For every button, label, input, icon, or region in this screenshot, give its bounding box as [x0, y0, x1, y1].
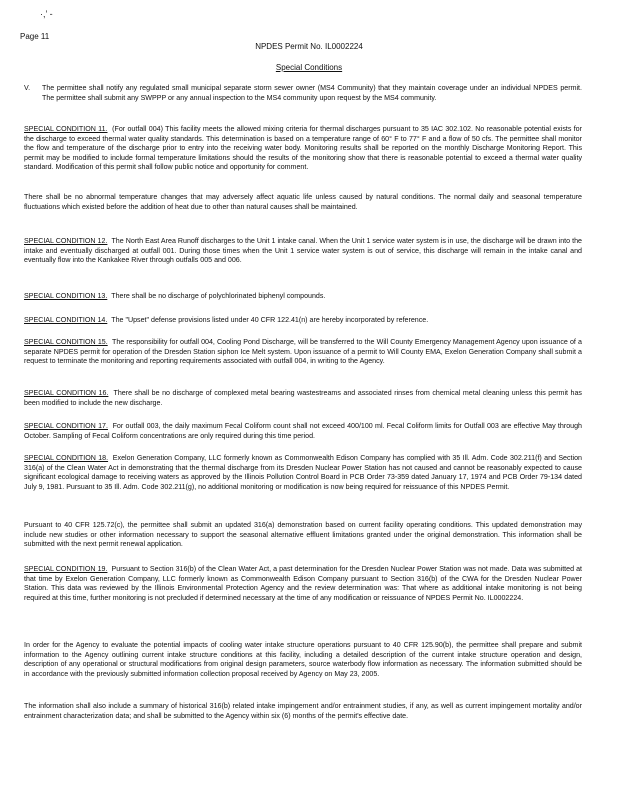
renewal-paragraph: [24, 521, 582, 550]
section-heading: Special Conditions: [275, 63, 343, 72]
condition-text: The responsibility for outfall 004, Cooling Pond Discharge, will be transferred to the Will County Emergency Management Agency upon issuance of a separate NPDES permit for operation of the Dresden Station siphon Ice Melt system. Upon issuance of a permit to Will County EMA, Exelon Generation Company shall submit a request to terminate the monitoring and reporting requirements associated with outfall 004, in writing to the Agency.: [24, 338, 582, 366]
condition-text: The North East Area Runoff discharges to the Unit 1 intake canal. When the Unit 1 service water system is in use, the discharge will be drawn into the intake and eventually discharged at outfall 001. During those times when the Unit 1 service water system is out of service, this discharge will remain in the intake canal and eventually flow into the Kankakee River through outfalls 005 and 006.: [24, 237, 582, 265]
special-condition-17: [24, 422, 582, 441]
item-number: V.: [24, 84, 31, 92]
condition-text: For outfall 003, the daily maximum Fecal Coliform count shall not exceed 400/100 ml. Fecal Coliform limits for Outfall 003 are effective May through October. Sampling of Fecal Coliform concentrations are only required during this time period.: [24, 422, 582, 440]
condition-label: SPECIAL CONDITION 16.: [24, 389, 109, 397]
summary-paragraph: [24, 702, 582, 721]
item-text: The permittee shall notify any regulated small municipal separate storm sewer owner (MS4 Community) that they maintain coverage under an individual NPDES permit. The permittee shall submit any SWPPP or any annual inspection to the MS4 community upon request by the MS4 community.: [42, 84, 582, 102]
condition-text: There shall be no discharge of polychlorinated biphenyl compounds.: [111, 292, 326, 300]
special-condition-18: [24, 454, 582, 492]
condition-text: There shall be no discharge of complexed metal bearing wastestreams and associated rinses from chemical metal cleaning unless this permit has been modified to include the new discharge.: [24, 389, 582, 407]
permit-title: NPDES Permit No. IL0002224: [255, 42, 363, 51]
condition-text: Pursuant to Section 316(b) of the Clean Water Act, a past determination for the Dresden Nuclear Power Station was not made. Data was submitted at that time by Exelon Generation Company, LLC formerly known as Commonwealth Edison Company pursuant to Section 316(b) of the CWA for the Dresden Nuclear Power Station. This data was reviewed by the Illinois Environmental Protection Agency and the review determination was: That where as additional intake monitoring is not being required at this time, further monitoring is not precluded if determined necessary at the time of any modification or reissuance of NPDES Permit No. IL0002224.: [24, 565, 582, 602]
scan-marks: ·,’ -: [40, 9, 53, 19]
condition-label: SPECIAL CONDITION 18.: [24, 454, 109, 462]
paragraph-text: Pursuant to 40 CFR 125.72(c), the permittee shall submit an updated 316(a) demonstration based on current facility operating conditions. This updated demonstration may include new studies or other information necessary to support the seasonal alternative effluent limitations granted under the original demonstration. This information shall be submitted with the next permit renewal application.: [24, 521, 582, 549]
special-condition-11: [24, 125, 582, 173]
special-condition-12: [24, 237, 582, 266]
special-condition-13: [24, 292, 582, 302]
condition-label: SPECIAL CONDITION 14.: [24, 316, 108, 324]
special-condition-16: [24, 389, 582, 408]
condition-text: Exelon Generation Company, LLC formerly known as Commonwealth Edison Company has complied with 35 Ill. Adm. Code 302.211(f) and Section 316(a) of the Clean Water Act in demonstrating that the thermal discharge from its Dresden Nuclear Power Station has not caused and cannot be reasonably expected to cause significant ecological damage to receiving waters as approved by the Illinois Pollution Control Board in PCB Order 73-359 dated January 17, 1974 and PCB Order 79-134 dated July 9, 1981. Pursuant to 35 Ill. Adm. Code 302.211(g), no additional monitoring or modification is now being required for reissuance of this NPDES Permit.: [24, 454, 582, 491]
condition-label: SPECIAL CONDITION 13.: [24, 292, 108, 300]
condition-label: SPECIAL CONDITION 19.: [24, 565, 108, 573]
special-condition-14: [24, 316, 582, 326]
condition-label: SPECIAL CONDITION 11.: [24, 125, 108, 133]
condition-label: SPECIAL CONDITION 17.: [24, 422, 108, 430]
paragraph-text: The information shall also include a summary of historical 316(b) related intake impingement and/or entrainment studies, if any, as well as current impingement mortality and/or entrainment characterization data; and shall be submitted to the Agency within six (6) months of the permit's effective date.: [24, 702, 582, 720]
special-condition-19: [24, 565, 582, 603]
paragraph-v: [24, 84, 582, 103]
condition-text: (For outfall 004) This facility meets the allowed mixing criteria for thermal discharges pursuant to 35 IAC 302.102. No reasonable potential exists for the discharge to exceed thermal water quality standards. This determination is based on a temperature range of 60° F to 77° F and a flow of 50 cfs. The permittee shall monitor the flow and temperature of the discharge prior to entry into the receiving water body. Monitoring results shall be reported on the monthly Discharge Monitoring Report. This permit may be modified to include formal temperature limitations should the results of the monitoring show that there is reasonable potential to exceed a thermal water quality standard. Modification of this permit shall follow public notice and opportunity for comment.: [24, 125, 582, 172]
condition-label: SPECIAL CONDITION 12.: [24, 237, 108, 245]
thermal-paragraph: [24, 193, 582, 212]
page-number: Page 11: [20, 32, 50, 41]
condition-text: The "Upset" defense provisions listed under 40 CFR 122.41(n) are hereby incorporated by reference.: [111, 316, 429, 324]
special-condition-15: [24, 338, 582, 367]
paragraph-text: In order for the Agency to evaluate the potential impacts of cooling water intake structure operations pursuant to 40 CFR 125.90(b), the permittee shall prepare and submit information to the Agency outlining current intake structure conditions at this facility, including a detailed description of the current intake structure operation and design, description of any operational or structural modifications from original design parameters, source waterbody flow information as necessary. The information submitted should be in accordance with the previously submitted information collection proposal received by Agency on May 23, 2005.: [24, 641, 582, 678]
condition-label: SPECIAL CONDITION 15.: [24, 338, 108, 346]
intake-paragraph: [24, 641, 582, 679]
paragraph-text: There shall be no abnormal temperature changes that may adversely affect aquatic life unless caused by natural conditions. The normal daily and seasonal temperature fluctuations which existed before the addition of heat due to other than natural causes shall be maintained.: [24, 193, 582, 211]
